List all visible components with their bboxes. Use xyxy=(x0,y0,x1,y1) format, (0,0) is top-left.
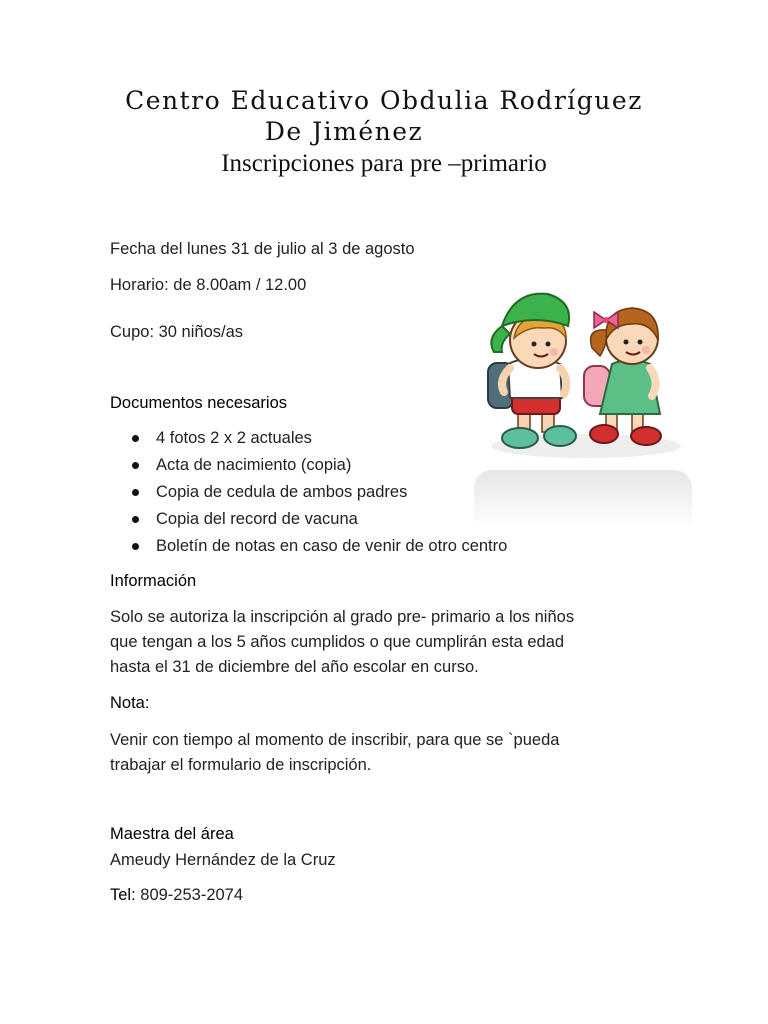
bullet-icon xyxy=(132,543,139,550)
telefono xyxy=(110,886,243,905)
illustration-reflection xyxy=(474,470,692,528)
bullet-icon xyxy=(132,462,139,469)
informacion-heading: Información xyxy=(110,572,197,590)
nota-paragraph: Venir con tiempo al momento de inscribir, para que se `pueda trabajar el formulario de inscripción. xyxy=(110,731,560,774)
school-name-line2: De Jiménez xyxy=(264,117,424,146)
school-name-line1: Centro Educativo Obdulia Rodríguez xyxy=(125,86,643,115)
informacion-paragraph: Solo se autoriza la inscripción al grado pre- primario a los niños que tengan a los 5 años cumplidos o que cumplirán esta edad hasta el 31 de diciembre del año escolar en curso. xyxy=(110,608,575,676)
horario-text: Horario: de 8.00am / 12.00 xyxy=(110,276,307,294)
tel-value: 809-253-2074 xyxy=(135,886,244,904)
list-item: Acta de nacimiento (copia) xyxy=(110,453,507,480)
boy-figure xyxy=(488,294,576,448)
list-item: 4 fotos 2 x 2 actuales xyxy=(110,426,507,453)
fecha-text: Fecha del lunes 31 de julio al 3 de agosto xyxy=(110,240,415,258)
bullet-icon xyxy=(132,516,139,523)
nota-heading: Nota: xyxy=(110,694,150,712)
bullet-icon xyxy=(132,435,139,442)
documentos-list xyxy=(110,426,507,561)
bullet-icon xyxy=(132,489,139,496)
children-drawing xyxy=(474,268,692,468)
girl-figure xyxy=(584,308,661,445)
documentos-heading: Documentos necesarios xyxy=(110,394,288,412)
list-item: Boletín de notas en caso de venir de otro centro xyxy=(110,534,507,561)
maestra-name: Ameudy Hernández de la Cruz xyxy=(110,851,336,869)
cupo-text: Cupo: 30 niños/as xyxy=(110,323,244,341)
flyer-subtitle: Inscripciones para pre –primario xyxy=(221,150,547,177)
list-item: Copia de cedula de ambos padres xyxy=(110,480,507,507)
tel-label: Tel: xyxy=(110,886,136,904)
children-illustration xyxy=(474,268,692,528)
list-item: Copia del record de vacuna xyxy=(110,507,507,534)
maestra-heading: Maestra del área xyxy=(110,825,234,843)
